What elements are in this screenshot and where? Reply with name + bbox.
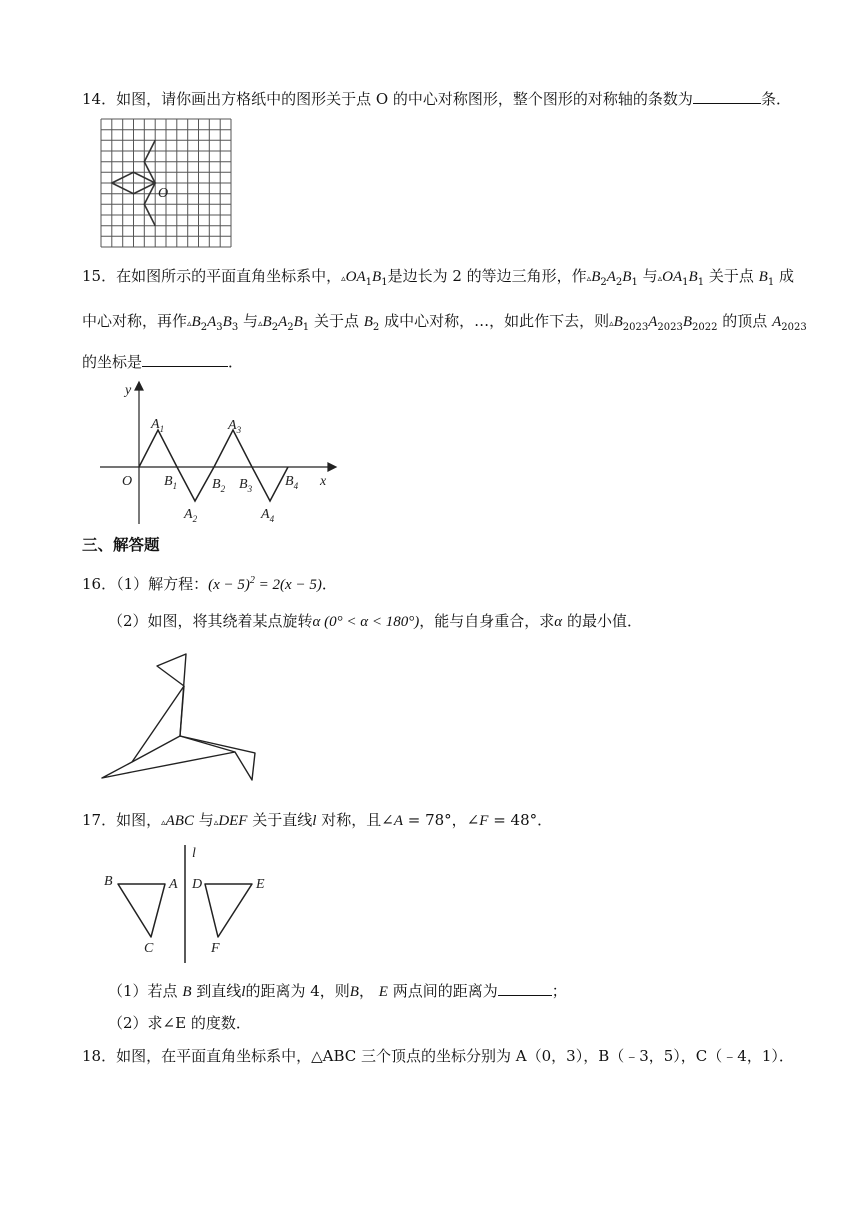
q18-body: 如图，在平面直角坐标系中，△ABC 三个顶点的坐标分别为 A（0，3），B（﹣3，5），C（﹣4，1）． bbox=[116, 1047, 794, 1065]
q15-label-a4: $A_4$ bbox=[261, 507, 275, 524]
q16-p1-label: （1）解方程： bbox=[116, 575, 209, 593]
section-title: 三、解答题 bbox=[82, 536, 160, 554]
q15-text: 与 bbox=[642, 267, 658, 285]
q18-text bbox=[82, 1046, 794, 1066]
q15-label-b2: $B_2$ bbox=[212, 477, 226, 494]
q17-text-part: 对称，且 bbox=[321, 811, 382, 829]
q15-text: 的坐标是 bbox=[82, 353, 143, 371]
q15-label-a1: $A_1$ bbox=[151, 417, 165, 434]
q15-label-b3: $B_3$ bbox=[239, 477, 253, 494]
q15-text: 的顶点 bbox=[722, 312, 768, 330]
q17-part1: （1）若点 B 到直线l的距离为 4，则B， E 两点间的距离为 ； bbox=[108, 982, 567, 1000]
q17-p1-text: 的距离为 4，则 bbox=[245, 982, 350, 1000]
q16-equation: $(x - 5)^2 = 2(x - 5)$ bbox=[208, 575, 322, 593]
q15-line-2: 中心对称，再作$▵B_2A_3B_3$ 与$▵B_2A_2B_1$ 关于点 $B_2$ 成中心对称，…，如此作下去，则$▵B_{2023}A_{2023}B_{2022}$ 的顶点 $A_{2023}$ bbox=[82, 312, 807, 333]
q15-label-x: x bbox=[320, 474, 327, 489]
q15-answer-blank[interactable] bbox=[142, 351, 228, 367]
q15-label-a3: $A_3$ bbox=[228, 418, 242, 435]
q15-text: ． bbox=[228, 353, 244, 371]
q16-number: 16． bbox=[82, 575, 117, 593]
q16-angle-range: α (0° < α < 180°) bbox=[312, 614, 420, 630]
q15-number: 15． bbox=[82, 267, 117, 285]
q14-text-a: 如图，请你画出方格纸中的图形关于点 O 的中心对称图形，整个图形的对称轴的条数为 bbox=[116, 90, 693, 108]
q17-p1-text: 两点间的距离为 bbox=[392, 982, 498, 1000]
q16-p2-text: ，能与自身重合，求 bbox=[419, 612, 555, 630]
q17-p1-text: ， bbox=[358, 982, 374, 1000]
q16-p2-text: （2）如图，将其绕着某点旋转 bbox=[108, 612, 313, 630]
q15-text: 中心对称，再作 bbox=[82, 312, 188, 330]
q14-text bbox=[82, 88, 791, 109]
q15-label-b4: $B_4$ bbox=[285, 474, 299, 491]
q17-label-d: D bbox=[192, 877, 203, 892]
q17-p1-text: （1）若点 bbox=[108, 982, 178, 1000]
q17-label-a: A bbox=[169, 877, 178, 892]
q15-text: 与 bbox=[242, 312, 258, 330]
q15-line-3 bbox=[82, 351, 243, 372]
q15-text: 关于点 bbox=[313, 312, 359, 330]
q15-text: 关于点 bbox=[708, 267, 754, 285]
q17-text-part: 与 bbox=[198, 811, 214, 829]
q16-pinwheel-figure bbox=[100, 654, 260, 784]
q17-p1-text: 到直线 bbox=[196, 982, 242, 1000]
q14-answer-blank[interactable] bbox=[693, 88, 761, 104]
q14-label-o: O bbox=[158, 186, 169, 201]
q17-label-b: B bbox=[104, 874, 113, 889]
q17-triangles-figure bbox=[100, 843, 280, 968]
q17-answer-blank[interactable] bbox=[498, 980, 552, 996]
q17-triangle-def bbox=[205, 884, 252, 937]
q15-text: 成 bbox=[778, 267, 794, 285]
q17-label-e: E bbox=[256, 877, 265, 892]
q15-label-b1: $B_1$ bbox=[164, 474, 178, 491]
q17-triangle-abc bbox=[118, 884, 165, 937]
q14-number: 14． bbox=[82, 90, 117, 108]
q15-text: 成中心对称，…，如此作下去，则 bbox=[384, 312, 610, 330]
q17-number: 17． bbox=[82, 811, 117, 829]
q17-p1-text: ； bbox=[551, 982, 567, 1000]
q16-p2-text: 的最小值． bbox=[566, 612, 642, 630]
q15-text: 在如图所示的平面直角坐标系中， bbox=[116, 267, 342, 285]
q15-label-y: y bbox=[125, 383, 132, 398]
q17-text: 17．如图，▵ABC 与▵DEF 关于直线l 对称，且∠A = 78°，∠F = 48°． bbox=[82, 811, 553, 829]
q18-number: 18． bbox=[82, 1047, 117, 1065]
q17-label-f: F bbox=[211, 941, 220, 956]
q16-part2: （2）如图，将其绕着某点旋转α (0° < α < 180°)，能与自身重合，求α 的最小值． bbox=[108, 612, 642, 630]
q17-text-part: 关于直线 bbox=[252, 811, 313, 829]
q17-label-l: l bbox=[192, 846, 196, 861]
q15-label-a2: $A_2$ bbox=[184, 507, 198, 524]
q17-part2: （2）求∠E 的度数． bbox=[108, 1014, 251, 1032]
q14-text-b: 条． bbox=[760, 90, 791, 108]
q14-grid bbox=[101, 119, 231, 247]
q15-text: 是边长为 2 的等边三角形，作 bbox=[387, 267, 587, 285]
q15-line-1: 15．在如图所示的平面直角坐标系中，$▵OA_1B_1$是边长为 2 的等边三角形，作$▵B_2A_2B_1$ 与$▵OA_1B_1$ 关于点 $B_1$ 成 bbox=[82, 267, 794, 288]
q17-label-c: C bbox=[144, 941, 154, 956]
q14-grid-figure bbox=[101, 119, 231, 247]
q15-label-o: O bbox=[122, 474, 133, 489]
q15-coordinate-figure bbox=[98, 378, 348, 528]
q17-text-part: 如图， bbox=[116, 811, 162, 829]
q16-part1: 16．（1）解方程：$(x - 5)^2 = 2(x - 5)$． bbox=[82, 575, 337, 593]
